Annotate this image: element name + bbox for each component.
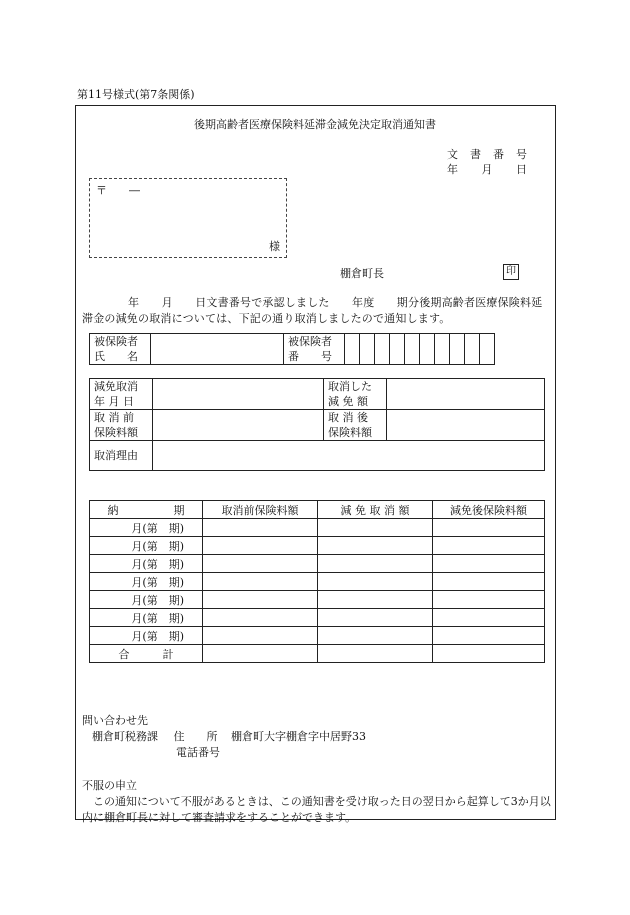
number-digit-cell (420, 334, 435, 365)
cancellation-table (89, 378, 545, 471)
contact-phone-label: 電話番号 (176, 746, 220, 759)
postal-code-field: 〒 ― (96, 184, 140, 197)
objection-text: この通知について不服があるときは、この通知書を受け取った日の翌日から起算して3か月以内に棚倉町長に対して審査請求をすることができます。 (82, 795, 551, 824)
address-box (89, 178, 287, 258)
table-row: 月(第 期) (90, 519, 545, 537)
seal-mark: 印 (503, 264, 519, 280)
contact-block (82, 713, 366, 761)
insured-name-label: 被保険者 氏 名 (90, 334, 151, 365)
number-digit-cell (480, 334, 495, 365)
col-header-period: 納 期 (90, 501, 203, 519)
number-digit-cell (435, 334, 450, 365)
form-number-label: 第11号様式(第7条関係) (77, 88, 195, 101)
table-row: 月(第 期) (90, 591, 545, 609)
number-digit-cell (405, 334, 420, 365)
before-amount-label: 取 消 前 保険料額 (90, 410, 153, 441)
doc-number-label: 文 書 番 号 (447, 148, 527, 161)
col-header-after: 減免後保険料額 (433, 501, 545, 519)
cancelled-amount-label: 取消した 減 免 額 (324, 379, 387, 410)
after-amount-label: 取 消 後 保険料額 (324, 410, 387, 441)
table-row: 月(第 期) (90, 627, 545, 645)
issuer-name: 棚倉町長 (340, 267, 384, 280)
insured-name-value (151, 334, 284, 365)
table-row: 月(第 期) (90, 555, 545, 573)
number-digit-cell (345, 334, 360, 365)
contact-address-label: 住 所 (173, 730, 218, 743)
number-digit-cell (450, 334, 465, 365)
contact-dept: 棚倉町税務課 (92, 730, 158, 743)
reason-value (153, 441, 545, 471)
col-header-cancel: 減 免 取 消 額 (318, 501, 433, 519)
contact-heading: 問い合わせ先 (82, 714, 148, 727)
before-amount-value (153, 410, 324, 441)
cancel-date-label: 減免取消 年 月 日 (90, 379, 153, 410)
reason-label: 取消理由 (90, 441, 153, 471)
objection-heading: 不服の申立 (82, 779, 137, 792)
notice-body: 年 月 日文書番号で承認しました 年度 期分後期高齢者医療保険料延滞金の減免の取消については、下記の通り取消しましたので通知します。 (82, 296, 543, 325)
cancelled-amount-value (387, 379, 545, 410)
cancel-date-value (153, 379, 324, 410)
insured-number-label: 被保険者 番 号 (284, 334, 345, 365)
number-digit-cell (375, 334, 390, 365)
contact-address: 棚倉町大字棚倉字中居野33 (231, 730, 366, 743)
after-amount-value (387, 410, 545, 441)
col-header-before: 取消前保険料額 (203, 501, 318, 519)
document-title: 後期高齢者医療保険料延滞金減免決定取消通知書 (194, 118, 436, 131)
number-digit-cell (360, 334, 375, 365)
number-digit-cell (390, 334, 405, 365)
table-row: 月(第 期) (90, 573, 545, 591)
installments-table (89, 500, 545, 663)
document-number-block (447, 147, 527, 177)
insured-table (89, 333, 495, 365)
table-row: 月(第 期) (90, 609, 545, 627)
objection-block (82, 778, 554, 826)
total-row: 合 計 (90, 645, 545, 663)
number-digit-cell (465, 334, 480, 365)
table-row: 月(第 期) (90, 537, 545, 555)
doc-date-label: 年 月 日 (447, 163, 527, 176)
honorific-label: 様 (269, 240, 280, 253)
